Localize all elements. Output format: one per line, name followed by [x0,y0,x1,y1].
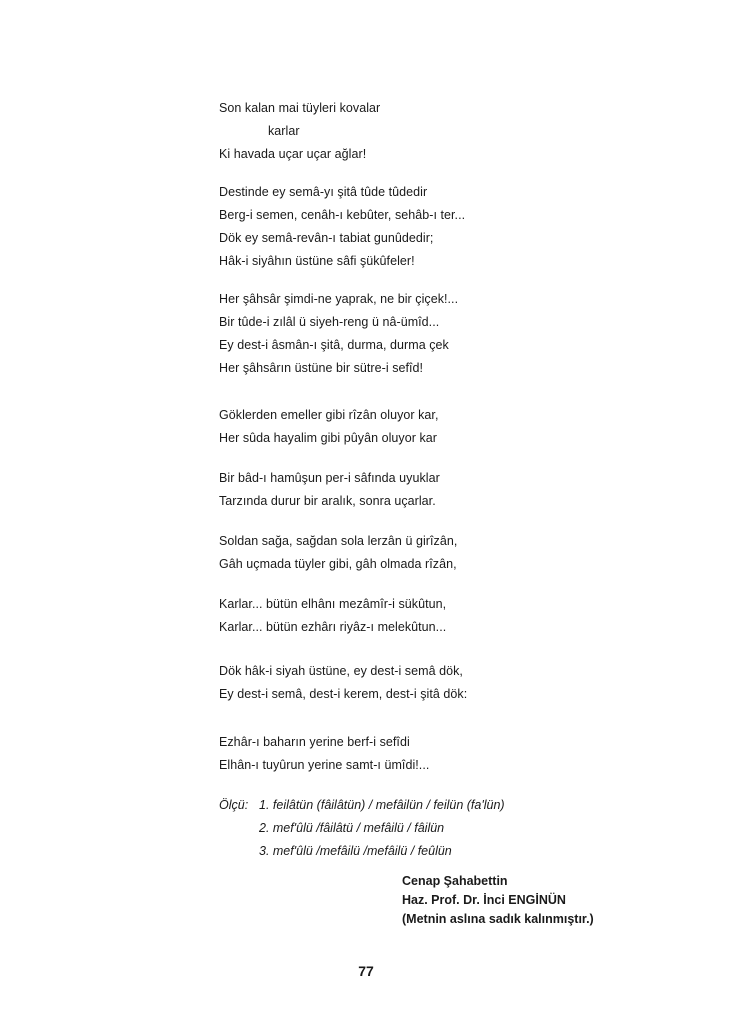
poem-line: Her sûda hayalim gibi pûyân oluyor kar [219,431,437,445]
poem-line: Ki havada uçar uçar ağlar! [219,147,367,161]
poem-line: Karlar... bütün ezhârı riyâz-ı melekûtun... [219,620,447,634]
poem-line: Bir tûde-i zılâl ü siyeh-reng ü nâ-ümîd... [219,315,440,329]
meter-line: 3. mef'ûlü /mefâilü /mefâilü / feûlün [259,844,452,858]
poem-line: Hâk-i siyâhın üstüne sâfi şükûfeler! [219,254,415,268]
poem-line: Ezhâr-ı baharın yerine berf-i sefîdi [219,735,410,749]
poem-line: Tarzında durur bir aralık, sonra uçarlar. [219,494,436,508]
source-note: (Metnin aslına sadık kalınmıştır.) [402,912,594,926]
meter-line: 1. feilâtün (fâilâtün) / mefâilün / feilün (fa'lün) [259,798,505,812]
poem-line: Her şâhsârın üstüne bir sütre-i sefîd! [219,361,424,375]
poem-line: Ey dest-i semâ, dest-i kerem, dest-i şitâ dök: [219,687,468,701]
poem-line: Her şâhsâr şimdi-ne yaprak, ne bir çiçek!... [219,292,459,306]
meter-label: Ölçü: [219,798,249,812]
poem-line: Dök hâk-i siyah üstüne, ey dest-i semâ dök, [219,664,463,678]
page-number: 77 [358,963,374,979]
poem-line: Bir bâd-ı hamûşun per-i sâfında uyuklar [219,471,440,485]
poem-line: Ey dest-i âsmân-ı şitâ, durma, durma çek [219,338,449,352]
poem-line: Göklerden emeller gibi rîzân oluyor kar, [219,408,439,422]
poem-line: Son kalan mai tüyleri kovalar [219,101,381,115]
poem-line: Elhân-ı tuyûrun yerine samt-ı ümîdi!... [219,758,430,772]
poem-line: Gâh uçmada tüyler gibi, gâh olmada rîzân, [219,557,457,571]
poem-line: karlar [268,124,300,138]
poem-line: Destinde ey semâ-yı şitâ tûde tûdedir [219,185,428,199]
meter-line: 2. mef'ûlü /fâilâtü / mefâilü / fâilün [259,821,445,835]
author-name: Cenap Şahabettin [402,874,508,888]
poem-line: Karlar... bütün elhânı mezâmîr-i sükûtun, [219,597,447,611]
editor-name: Haz. Prof. Dr. İnci ENGİNÜN [402,893,566,907]
poem-line: Soldan sağa, sağdan sola lerzân ü girîzân, [219,534,458,548]
poem-line: Dök ey semâ-revân-ı tabiat gunûdedir; [219,231,434,245]
poem-line: Berg-i semen, cenâh-ı kebûter, sehâb-ı ter... [219,208,466,222]
